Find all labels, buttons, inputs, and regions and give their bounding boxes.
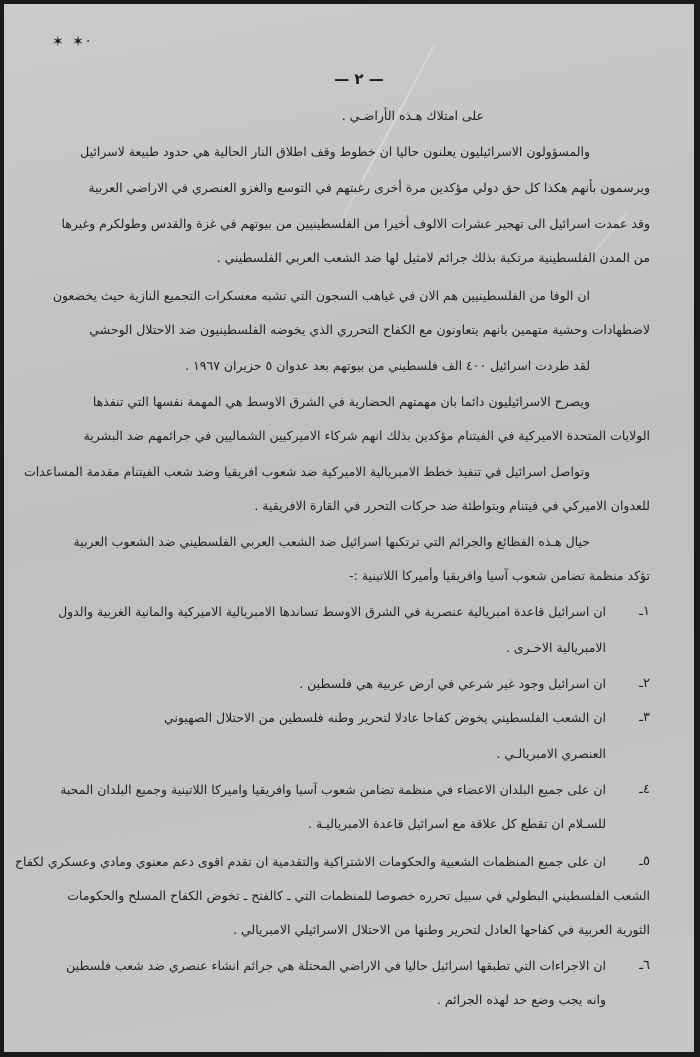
item-number: ٦ـ bbox=[639, 958, 650, 973]
item-line: ان الشعب الفلسطيني يخوض كفاحا عادلا لتحرير وطنه فلسطين من الاحتلال الصهيوني bbox=[164, 710, 606, 725]
text-line: لاضطهادات وحشية متهمين بانهم يتعاونون مع الكفاح التحرري الذي يخوضه الفلسطينيون ضد الاحتلال الوحشي bbox=[89, 322, 650, 337]
text-line: والمسؤولون الاسرائيليون يعلنون حاليا ان خطوط وقف اطلاق النار الحالية هي حدود طبيعة لاسرائيل bbox=[80, 144, 590, 159]
item-line: وانه يجب وضع حد لهذه الجرائم . bbox=[436, 992, 606, 1007]
item-number: ٣ـ bbox=[639, 710, 650, 725]
text-line: وتواصل اسرائيل في تنفيذ خطط الامبريالية الاميركية ضد شعوب افريقيا وضد شعب الفيتنام مقدمة المساعدات bbox=[23, 464, 590, 479]
text-line: على امتلاك هـذه الأراضـي . bbox=[341, 108, 484, 123]
item-line: للسـلام ان تقطع كل علاقة مع اسرائيل قاعدة الامبرياليـة . bbox=[308, 816, 606, 831]
text-line: للعدوان الاميركي في فيتنام وبتواطئة ضد حركات التحرر في القارة الافريقية . bbox=[254, 498, 650, 513]
item-line: ان على جميع المنظمات الشعبية والحكومات الاشتراكية والتقدمية ان تقدم اقوى دعم معنوي ومادي وعسكري لكفاح bbox=[14, 854, 606, 869]
item-number: ١ـ bbox=[639, 604, 650, 619]
item-line: ان اسرائيل وجود غير شرعي في ارض عربية هي فلسطين . bbox=[299, 676, 606, 691]
text-line: تؤكد منظمة تضامن شعوب آسيا وافريقيا وأميركا اللاتينية :- bbox=[349, 568, 650, 583]
text-line: من المدن الفلسطينية مرتكبة بذلك جرائم لامثيل لها ضد الشعب العربي الفلسطيني . bbox=[216, 250, 650, 265]
item-line: ان الاجراءات التي تطبقها اسرائيل حاليا في الاراضي المحتلة هي جرائم انشاء عنصري ضد شعب فلسطين bbox=[66, 958, 606, 973]
item-line: ان على جميع البلدان الاعضاء في منظمة تضامن شعوب آسيا وافريقيا واميركا اللاتينية وجميع البلدان المحبة bbox=[60, 782, 606, 797]
text-line: وقد عمدت اسرائيل الى تهجير عشرات الالوف أخيرا من الفلسطينيين من بيوتهم في غزة والقدس وطولكرم وغيرها bbox=[61, 216, 650, 231]
item-number: ٥ـ bbox=[639, 854, 650, 869]
text-line: لقد طردت اسرائيل ٤٠٠ الف فلسطيني من بيوتهم بعد عدوان ٥ حزيران ١٩٦٧ . bbox=[185, 358, 590, 373]
text-line: ويرسمون بأنهم هكذا كل حق دولي مؤكدين مرة أخرى رغبتهم في التوسع والغزو العنصري في الاراضي العربية bbox=[88, 180, 650, 195]
item-number: ٤ـ bbox=[639, 782, 650, 797]
text-line: ويصرح الاسرائيليون دائما بان مهمتهم الحضارية في الشرق الاوسط هي المهمة نفسها التي تنفذها bbox=[92, 394, 590, 409]
document-page bbox=[4, 4, 694, 1052]
page-number: — ٢ — bbox=[334, 70, 384, 88]
item-line: الشعب الفلسطيني البطولي في سبيل تحرره خصوصا للمنظمات التي ـ كالفتح ـ تخوض الكفاح المسلح والحكومات bbox=[67, 888, 650, 903]
text-line: الولايات المتحدة الاميركية في الفيتنام مؤكدين بذلك انهم شركاء الاميركيين الشماليين في جرائمهم ضد البشرية bbox=[83, 428, 650, 443]
item-line: الامبريالية الاخـرى . bbox=[505, 640, 606, 655]
ink-mark: ✶ ✶· bbox=[52, 34, 93, 50]
item-line: الثورية العربية في كفاحها العادل لتحرير وطنها من الاحتلال الاسرائيلي الامبريالي . bbox=[233, 922, 650, 937]
item-line: ان اسرائيل قاعدة امبريالية عنصرية في الشرق الاوسط تساندها الامبريالية الاميركية والمانية الغربية والدول bbox=[58, 604, 606, 619]
item-line: العنصري الامبريالـي . bbox=[496, 746, 606, 761]
item-number: ٢ـ bbox=[639, 676, 650, 691]
text-line: حيال هـذه الفظائع والجرائم التي ترتكبها اسرائيل ضد الشعب العربي الفلسطيني ضد الشعوب العربية bbox=[73, 534, 590, 549]
text-line: ان الوفا من الفلسطينيين هم الان في غياهب السجون التي تشبه معسكرات التجميع النازية حيث يخضعون bbox=[52, 288, 590, 303]
